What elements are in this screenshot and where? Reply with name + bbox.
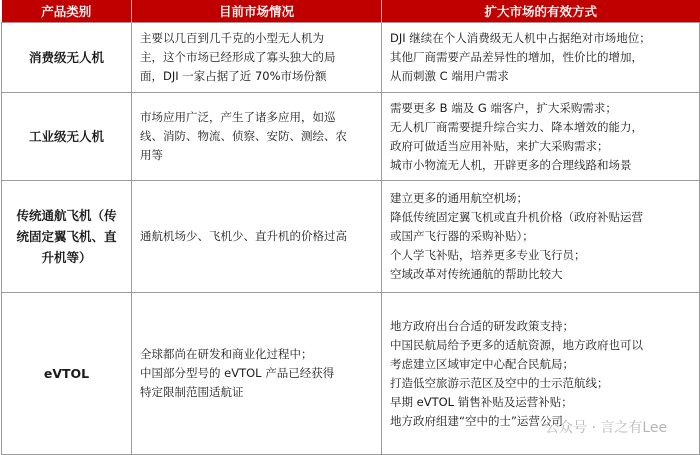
text-line: 个人学飞补贴，培养更多专业飞行员；	[390, 248, 586, 262]
category-line: 统固定翼飞机、直	[16, 229, 117, 244]
methods-cell	[382, 23, 700, 93]
current-market-cell	[132, 23, 382, 93]
text-line: 全球都尚在研发和商业化过程中；	[140, 347, 313, 361]
text-line: 面，DJI 一家占据了近 70%市场份额	[140, 69, 327, 83]
category-cell: 消费级无人机	[2, 23, 132, 93]
current-market-cell	[132, 293, 382, 455]
text-line: 市场应用广泛，产生了诸多应用，如巡	[140, 110, 336, 124]
category-cell	[2, 181, 132, 293]
text-line: 主，这个市场已经形成了寡头独大的局	[140, 50, 336, 64]
category-line: 传统通航飞机（传	[16, 208, 117, 223]
table-row	[2, 93, 700, 181]
text-line: 主要以几百到几千克的小型无人机为	[140, 31, 324, 45]
market-table	[1, 0, 700, 455]
text-line: 线、消防、物流、侦察、安防、测绘、农	[140, 129, 347, 143]
current-market-cell	[132, 93, 382, 181]
current-market-cell	[132, 181, 382, 293]
text-line: 中国民航局给予更多的适航资源，地方政府也可以	[390, 337, 643, 352]
text-line: 早期 eVTOL 销售补贴及运营补贴；	[390, 394, 573, 409]
category-cell: eVTOL	[2, 293, 132, 455]
methods-cell	[382, 181, 700, 293]
text-line: 空域改革对传统通航的帮助比较大	[390, 267, 563, 281]
text-line: 打造低空旅游示范区及空中的士示范航线；	[390, 375, 609, 390]
header-expansion-methods: 扩大市场的有效方式	[382, 0, 700, 23]
text-line: 或国产飞行器的采购补贴）；	[390, 229, 534, 243]
table-header-row	[2, 0, 700, 23]
header-current-market: 目前市场情况	[132, 0, 382, 23]
text-line: 地方政府出台合适的研发政策支持；	[390, 318, 574, 333]
table-row	[2, 23, 700, 93]
text-line: 中国部分型号的 eVTOL 产品已经获得	[140, 366, 335, 380]
text-line: 通航机场少、飞机少、直升机的价格过高	[140, 229, 347, 243]
text-line: 需要更多 B 端及 G 端客户，扩大采购需求；	[390, 100, 617, 115]
text-line: 建立更多的通用航空机场；	[390, 191, 528, 205]
text-line: DJI 继续在个人消费级无人机中占据绝对市场地位；	[390, 31, 651, 45]
text-line: 特定限制范围适航证	[140, 385, 244, 399]
text-line: 考虑建立区域审定中心配合民航局；	[390, 356, 574, 371]
text-line: 用等	[140, 148, 163, 162]
text-line: 降低传统固定翼飞机或直升机价格（政府补贴运营	[390, 210, 643, 224]
table-row	[2, 181, 700, 293]
watermark: 公众号 · 言之有Lee	[545, 420, 668, 436]
text-line: 地方政府组建“空中的士”运营公司	[390, 413, 563, 428]
text-line: 城市小物流无人机，开辟更多的合理线路和场景	[390, 157, 632, 172]
text-line: 无人机厂商需要提升综合实力、降本增效的能力，	[390, 119, 643, 134]
text-line: 从而刺激 C 端用户需求	[390, 69, 509, 83]
methods-cell	[382, 93, 700, 181]
text-line: 其他厂商需要产品差异性的增加，性价比的增加，	[390, 50, 643, 64]
category-line: 升机等）	[41, 250, 92, 265]
text-line: 政府可做适当应用补贴，来扩大采购需求；	[390, 138, 609, 153]
category-cell: 工业级无人机	[2, 93, 132, 181]
market-table-container	[1, 0, 699, 454]
header-category: 产品类别	[2, 0, 132, 23]
